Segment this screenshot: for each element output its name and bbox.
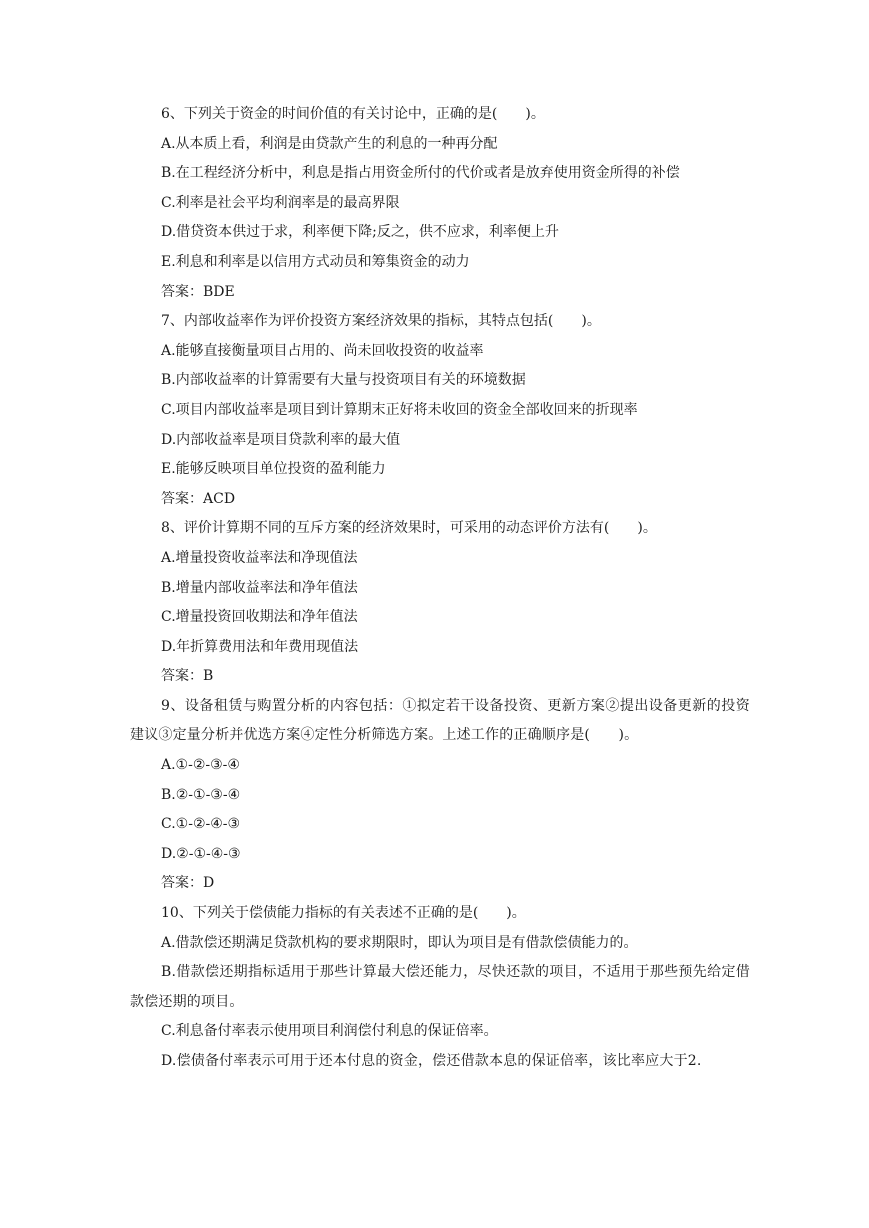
- question-7-answer: 答案：ACD: [161, 490, 236, 507]
- question-6-option-d: D.借贷资本供过于求，利率便下降;反之，供不应求，利率便上升: [161, 224, 559, 241]
- question-10-option-d: D.偿债备付率表示可用于还本付息的资金，偿还借款本息的保证倍率，该比率应大于2.: [161, 1053, 702, 1069]
- question-8-option-d: D.年折算费用法和年费用现值法: [161, 638, 359, 655]
- question-9-answer: 答案：D: [161, 875, 215, 892]
- question-7-option-a: A.能够直接衡量项目占用的、尚未回收投资的收益率: [161, 342, 484, 359]
- question-10-stem: 10、下列关于偿债能力指标的有关表述不正确的是( )。: [161, 905, 526, 922]
- question-7-option-d: D.内部收益率是项目贷款利率的最大值: [161, 431, 401, 448]
- question-9-option-d: D.②-①-④-③: [161, 845, 241, 862]
- question-6-stem: 6、下列关于资金的时间价值的有关讨论中，正确的是( )。: [161, 106, 545, 122]
- question-8-option-b: B.增量内部收益率法和净年值法: [161, 579, 358, 596]
- question-6-option-e: E.利息和利率是以信用方式动员和筹集资金的动力: [161, 253, 470, 270]
- question-8-stem: 8、评价计算期不同的互斥方案的经济效果时，可采用的动态评价方法有( )。: [161, 520, 657, 537]
- question-7-option-e: E.能够反映项目单位投资的盈利能力: [161, 461, 386, 478]
- question-6-option-b: B.在工程经济分析中，利息是指占用资金所付的代价或者是放弃使用资金所得的补偿: [161, 165, 680, 182]
- question-10-option-c: C.利息备付率表示使用项目利润偿付利息的保证倍率。: [161, 1023, 498, 1040]
- document-body: [130, 100, 750, 1077]
- question-8-option-a: A.增量投资收益率法和净现值法: [161, 549, 358, 566]
- question-7-option-c: C.项目内部收益率是项目到计算期末正好将未收回的资金全部收回来的折现率: [161, 401, 638, 418]
- question-9-option-a: A.①-②-③-④: [161, 757, 240, 774]
- question-8-answer: 答案：B: [161, 668, 214, 685]
- question-6-option-a: A.从本质上看，利润是由贷款产生的利息的一种再分配: [161, 135, 498, 152]
- question-10-option-a: A.借款偿还期满足贷款机构的要求期限时，即认为项目是有借款偿债能力的。: [161, 934, 638, 951]
- question-9-option-b: B.②-①-③-④: [161, 786, 241, 803]
- question-7-option-b: B.内部收益率的计算需要有大量与投资项目有关的环境数据: [161, 372, 526, 389]
- question-7-stem: 7、内部收益率作为评价投资方案经济效果的指标，其特点包括( )。: [161, 313, 601, 330]
- question-10-option-b: B.借款偿还期指标适用于那些计算最大偿还能力，尽快还款的项目，不适用于那些预先给定借款偿还期的项目。: [130, 964, 750, 1010]
- question-8-option-c: C.增量投资回收期法和净年值法: [161, 609, 358, 626]
- question-6-option-c: C.利率是社会平均利润率是的最高界限: [161, 194, 400, 211]
- question-9-option-c: C.①-②-④-③: [161, 816, 241, 833]
- question-9-stem: 9、设备租赁与购置分析的内容包括：①拟定若干设备投资、更新方案②提出设备更新的投资建议③定量分析并优选方案④定性分析筛选方案。上述工作的正确顺序是( )。: [130, 697, 750, 744]
- question-6-answer: 答案：BDE: [161, 283, 235, 300]
